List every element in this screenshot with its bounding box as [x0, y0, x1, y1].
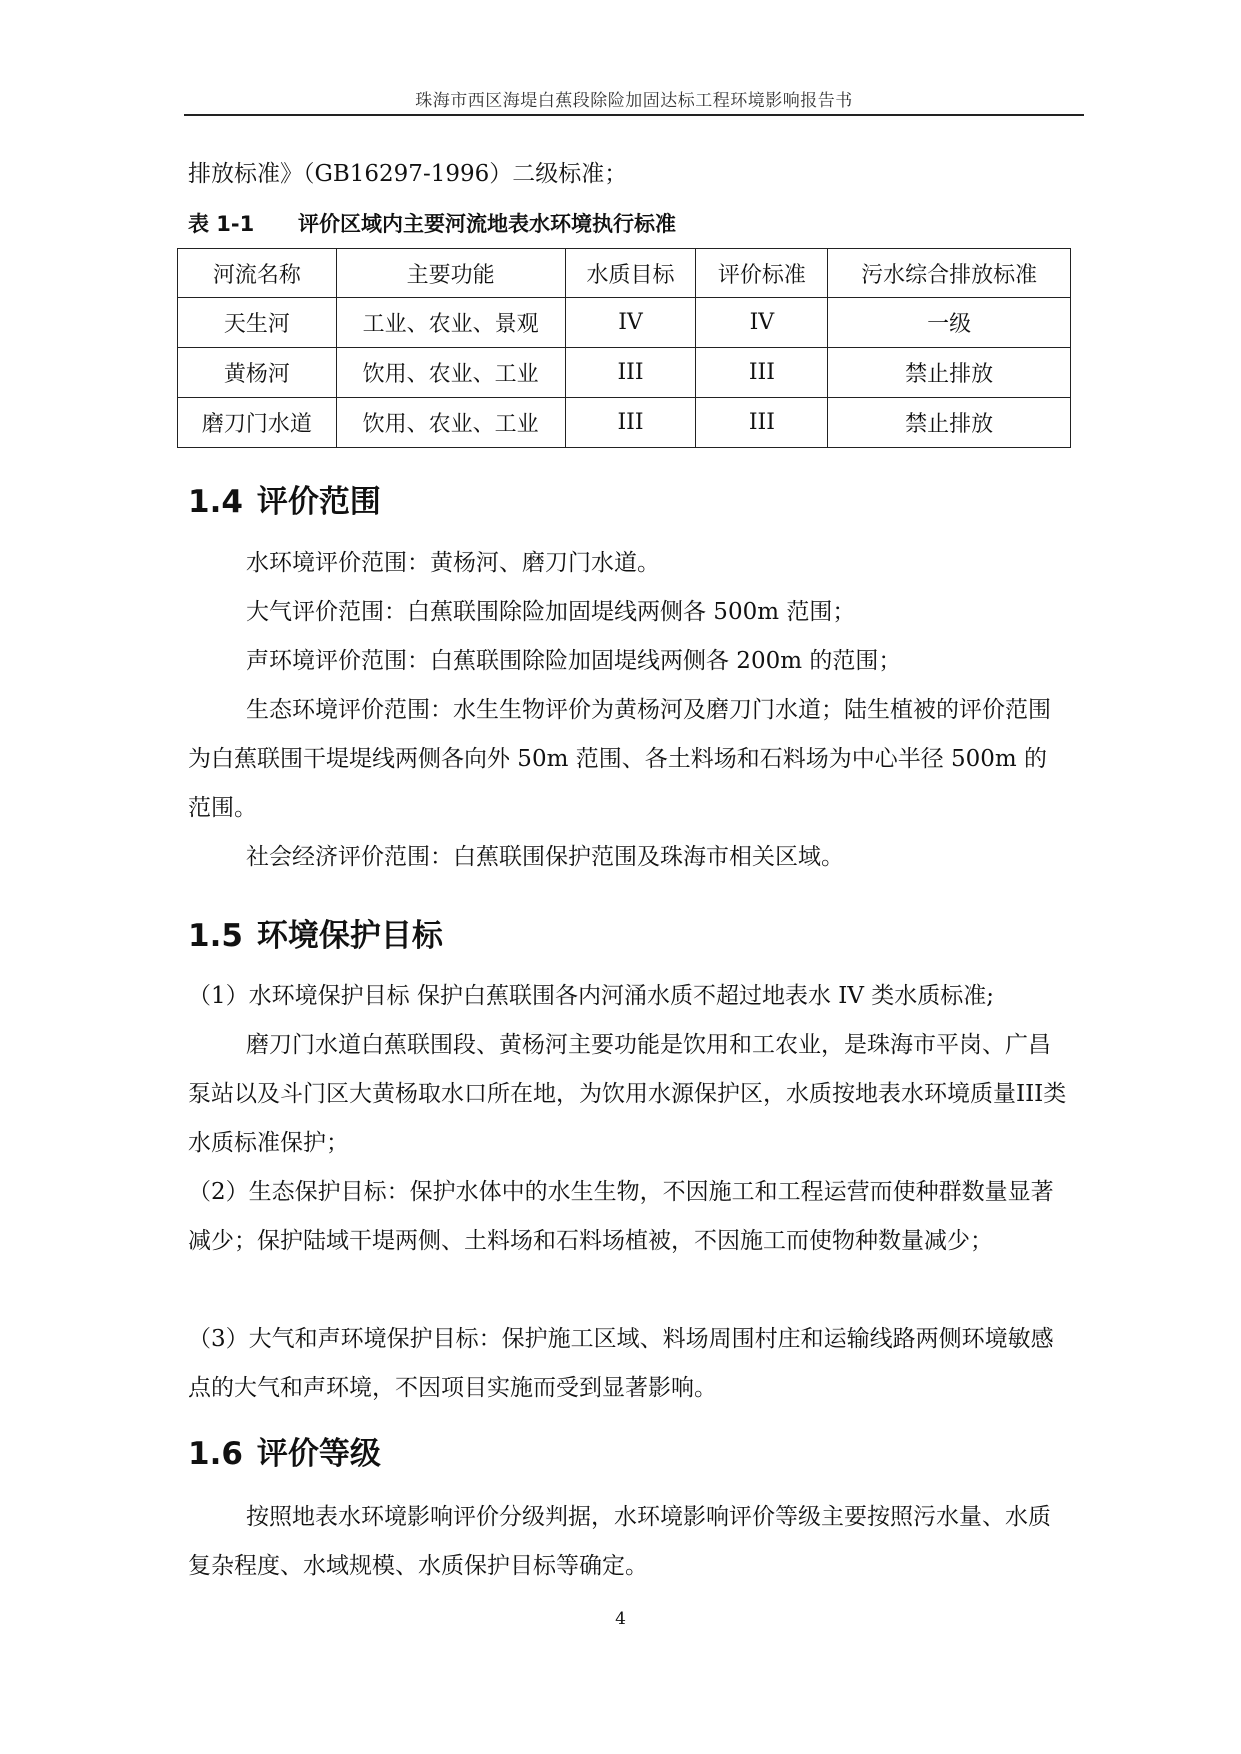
section-number: 1.5 — [188, 918, 243, 954]
intro-line: 排放标准》（GB16297-1996）二级标准； — [188, 161, 628, 187]
section-title: 评价等级 — [256, 1436, 381, 1472]
table-caption — [188, 208, 676, 238]
table-cell: III — [565, 348, 696, 398]
paragraph: （3）大气和声环境保护目标：保护施工区域、料场周围村庄和运输线路两侧环境敏感点的大气和声环境，不因项目实施而受到显著影响。 — [188, 1326, 1054, 1401]
column-header: 水质目标 — [565, 249, 696, 298]
section-heading — [188, 476, 381, 521]
column-header: 主要功能 — [336, 249, 565, 298]
section-heading — [188, 1428, 381, 1473]
section-number: 1.4 — [188, 484, 243, 520]
table-cell: 禁止排放 — [828, 398, 1071, 448]
header-rule — [184, 114, 1084, 116]
table-cell: III — [696, 348, 828, 398]
table-cell: 饮用、农业、工业 — [336, 348, 565, 398]
table-cell: 饮用、农业、工业 — [336, 398, 565, 448]
paragraph: 磨刀门水道白蕉联围段、黄杨河主要功能是饮用和工农业，是珠海市平岗、广昌泵站以及斗门区大黄杨取水口所在地，为饮用水源保护区，水质按地表水环境质量III类水质标准保护； — [188, 1032, 1067, 1156]
paragraph: 生态环境评价范围：水生生物评价为黄杨河及磨刀门水道；陆生植被的评价范围为白蕉联围干堤堤线两侧各向外 50m 范围、各土料场和石料场为中心半径 500m 的范围。 — [188, 697, 1051, 821]
table-cell: 一级 — [828, 298, 1071, 348]
paragraph: 社会经济评价范围：白蕉联围保护范围及珠海市相关区域。 — [246, 844, 844, 870]
paragraph: （2）生态保护目标：保护水体中的水生生物，不因施工和工程运营而使种群数量显著减少；保护陆域干堤两侧、土料场和石料场植被，不因施工而使物种数量减少； — [188, 1179, 1054, 1254]
paragraph: 水环境评价范围：黄杨河、磨刀门水道。 — [246, 550, 660, 576]
table-cell: IV — [696, 298, 828, 348]
column-header: 污水综合排放标准 — [828, 249, 1071, 298]
table-cell: 禁止排放 — [828, 348, 1071, 398]
table-cell: 工业、农业、景观 — [336, 298, 565, 348]
paragraph: 大气评价范围：白蕉联围除险加固堤线两侧各 500m 范围； — [246, 599, 856, 625]
table-row — [178, 348, 1071, 398]
column-header: 评价标准 — [696, 249, 828, 298]
table-cell: III — [696, 398, 828, 448]
table-caption-number: 表 1-1 — [188, 212, 255, 236]
paragraph: 声环境评价范围：白蕉联围除险加固堤线两侧各 200m 的范围； — [246, 648, 902, 674]
table-row — [178, 398, 1071, 448]
section-heading — [188, 910, 443, 955]
paragraph: （1）水环境保护目标 保护白蕉联围各内河涌水质不超过地表水 IV 类水质标准; — [188, 983, 995, 1009]
section-title: 评价范围 — [256, 484, 381, 520]
table-cell: IV — [565, 298, 696, 348]
table-cell: III — [565, 398, 696, 448]
table-cell: 磨刀门水道 — [178, 398, 337, 448]
river-standards-table — [177, 248, 1071, 448]
table-caption-title: 评价区域内主要河流地表水环境执行标准 — [298, 212, 676, 236]
paragraph: 按照地表水环境影响评价分级判据，水环境影响评价等级主要按照污水量、水质复杂程度、水域规模、水质保护目标等确定。 — [188, 1504, 1051, 1579]
running-header: 珠海市西区海堤白蕉段除险加固达标工程环境影响报告书 — [415, 91, 853, 111]
table-header-row — [178, 249, 1071, 298]
column-header: 河流名称 — [178, 249, 337, 298]
table-cell: 天生河 — [178, 298, 337, 348]
page-number: 4 — [615, 1609, 626, 1629]
table-cell: 黄杨河 — [178, 348, 337, 398]
section-title: 环境保护目标 — [256, 918, 443, 954]
section-number: 1.6 — [188, 1436, 243, 1472]
table-row — [178, 298, 1071, 348]
